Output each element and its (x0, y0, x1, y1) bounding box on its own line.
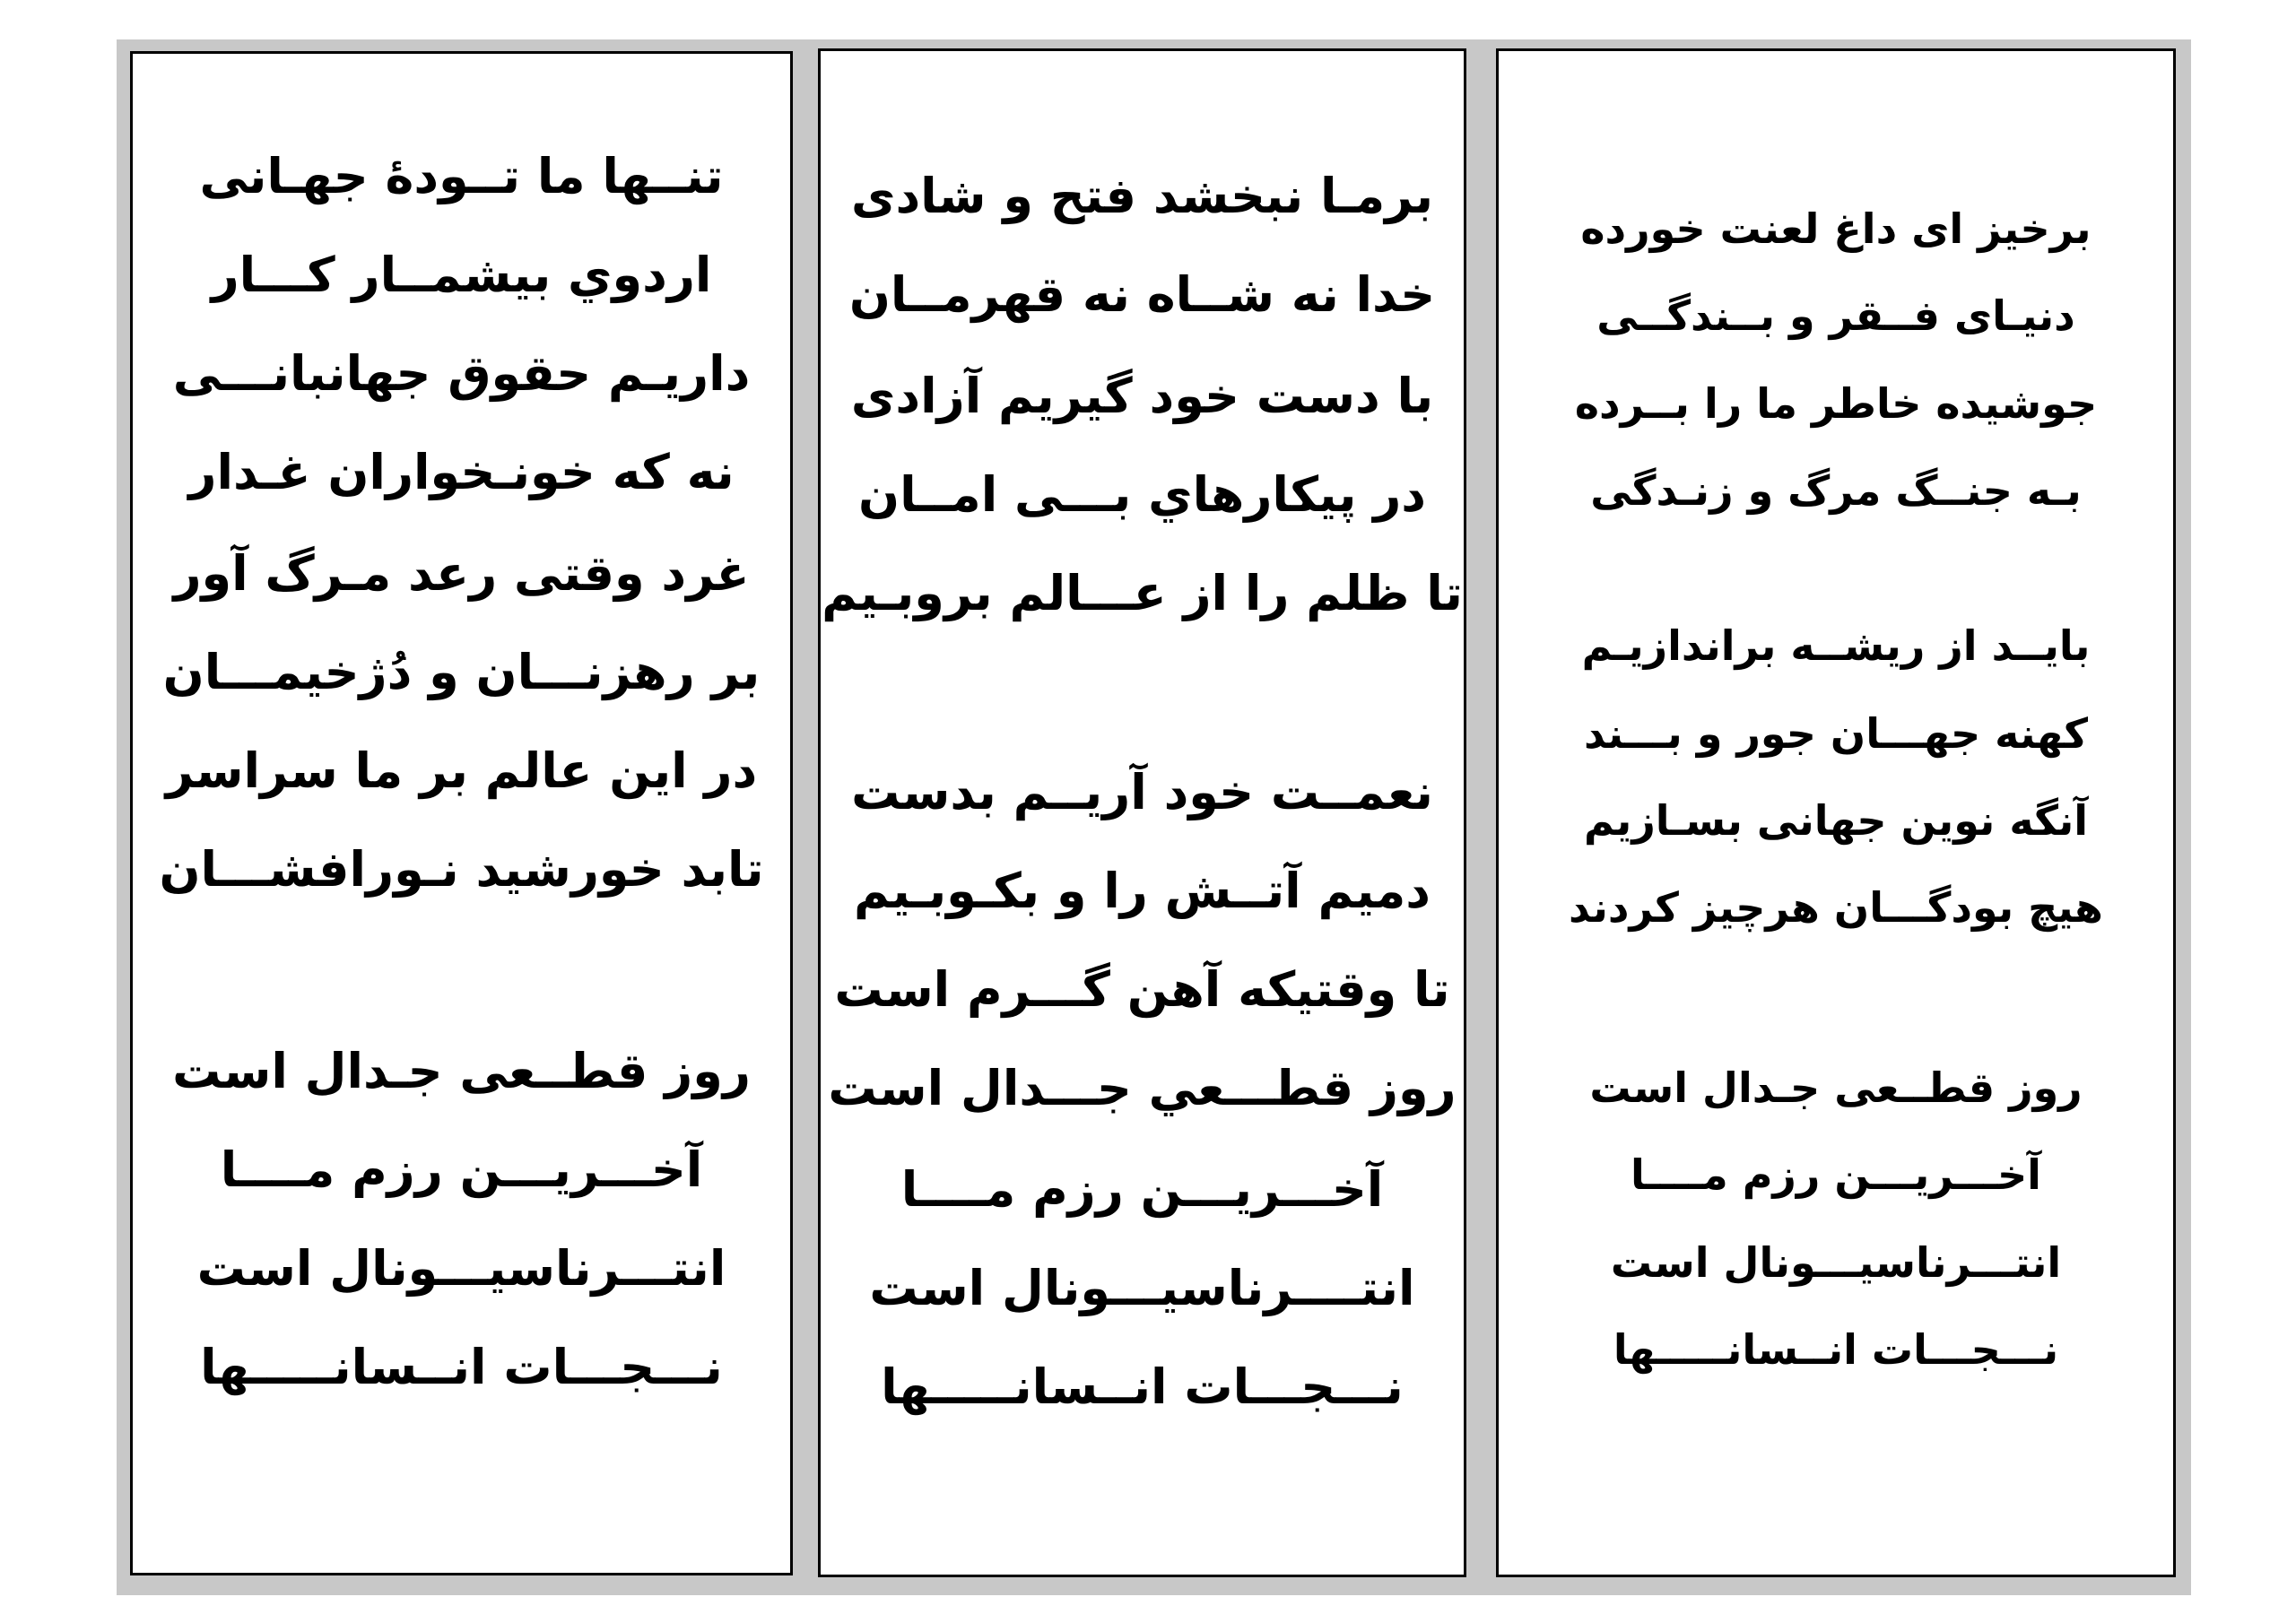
verse-line: غرد وقتی رعد مـرگ آور (173, 545, 750, 602)
poem-column-right (1496, 48, 2176, 1577)
verse-line: تا وقتیکه آهن گـــرم است (834, 961, 1450, 1018)
verse-line: انتـــرناسیـــونال است (1610, 1238, 2062, 1287)
verse-line: برخیز ای داغ لعنت خورده (1580, 204, 2092, 253)
verse-line: نـــجـــات انــسانـــــها (881, 1358, 1404, 1415)
verse-line: داریـم حقوق جهانبانـــی (172, 345, 751, 402)
verse-line: نه که خونـخواران غـدار (188, 444, 735, 500)
verse-line: با دست خود گیریم آزادی (850, 368, 1434, 424)
verse-line: تنــها ما تــودهٔ جهـانی (199, 148, 724, 204)
verse-line: برمـا نبخشد فتح و شادی (850, 168, 1434, 224)
verse-line: جوشیده خاطر ما را بــرده (1574, 379, 2098, 428)
verse-line: آنگه نوین جهانی بسـازیم (1583, 796, 2089, 845)
verse-line: خدا نه شــاه نه قهرمــان (848, 266, 1436, 323)
verse-line: روز قطـــعي جـــدال است (828, 1060, 1457, 1116)
verse-line: دنیـای فــقر و بــندگــی (1596, 291, 2075, 340)
verse-line: اردوي بیشمــار کـــار (211, 247, 712, 303)
verse-line: بایــد از ریشــه براندازیـم (1581, 621, 2091, 670)
verse-line: آخـــریـــن رزم مــــا (1631, 1150, 2041, 1199)
verse-line: آخـــریـــن رزم مــــا (220, 1141, 703, 1198)
verse-line: بـه جنــگ مرگ و زنـدگی (1590, 466, 2082, 515)
verse-line: نعمــت خود آریــم بدست (851, 764, 1433, 820)
verse-line: نـــجـــات انــسانـــــها (1613, 1325, 2059, 1374)
verse-line: روز قطــعی جـدال است (172, 1043, 751, 1099)
verse-line: دمیم آتــش را و بکـوبـیم (853, 863, 1431, 919)
verse-line: تابد خورشید نـورافشـــان (159, 841, 764, 898)
verse-line: کهنه جهـــان جور و بـــند (1584, 709, 2088, 758)
verse-line: انتــــرناسیـــونال است (869, 1260, 1415, 1316)
verse-line: آخـــریـــن رزم مــــا (900, 1161, 1384, 1218)
verse-line: تا ظلم را از عـــالم بروبـیم (822, 565, 1463, 621)
verse-line: بر رهزنـــان و دُژخیمـــان (162, 644, 761, 700)
verse-line: در این عالم بر ما سراسر (165, 742, 758, 799)
verse-line: نـــجـــات انــسانـــــها (200, 1339, 723, 1395)
poem-column-middle (818, 48, 1466, 1577)
verse-line: هیچ بودگـــان هرچیز کردند (1569, 883, 2103, 932)
verse-line: در پیکارهاي بـــی امــان (858, 466, 1426, 523)
poem-column-left (130, 51, 793, 1575)
verse-line: انتـــرناسیـــونال است (196, 1240, 726, 1297)
verse-line: روز قطــعی جـدال است (1589, 1063, 2083, 1112)
tri-fold-sheet (117, 39, 2191, 1595)
